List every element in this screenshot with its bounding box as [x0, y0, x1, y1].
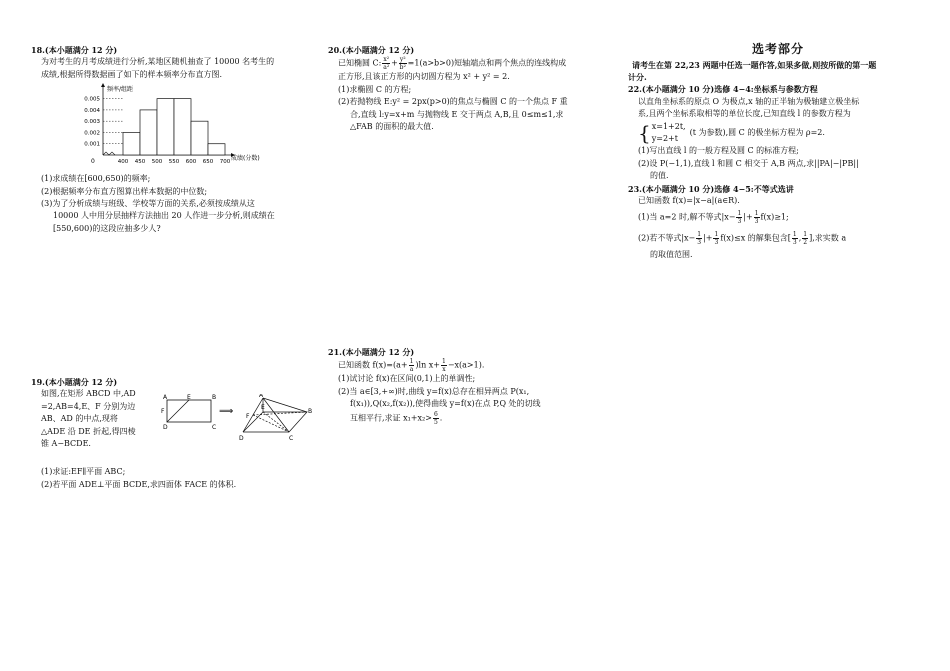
label-c: C	[289, 435, 294, 443]
question-20-heading: 20.(本小题满分 12 分)	[328, 45, 415, 55]
histogram-y-axis-label: 频率/组距	[107, 86, 134, 94]
stem-text: (2)若不等式|x−	[638, 233, 696, 243]
question-19-stem-line: △ADE 沿 DE 折起,得四棱	[41, 426, 136, 436]
question-23-stem-line: 已知函数 f(x)=|x−a|(a∈R).	[638, 195, 740, 205]
label-b: B	[308, 408, 313, 416]
question-18-part-2: (2)根据频率分布直方图算出样本数据的中位数;	[41, 186, 208, 196]
question-18-part-3-cont: [550,600)的这段应抽多少人?	[53, 223, 161, 233]
system-note: (t 为参数),圆 C 的极坐标方程为 ρ=2.	[689, 127, 825, 137]
label-d: D	[163, 424, 168, 432]
question-22-part-2: (2)设 P(−1,1),直线 l 和圆 C 相交于 A,B 两点,求||PA|−|PB||	[638, 158, 859, 168]
fraction-x2-a2: $\frac{\text{x²}}{\text{a²}}$	[383, 56, 390, 72]
stem-text: f(x)≥1;	[760, 212, 789, 222]
label-f: F	[246, 413, 250, 421]
elective-section	[628, 40, 928, 262]
stem-text: 已知椭圆 C:	[338, 58, 382, 68]
histogram-bar	[191, 121, 208, 155]
fraction-1-3: $\frac{1}{3}$	[714, 231, 719, 247]
question-22-parametric-system	[628, 121, 928, 146]
question-20-stem-line	[328, 56, 618, 71]
question-21-part-1: (1)试讨论 f(x)在区间(0,1)上的单调性;	[338, 374, 476, 384]
pyramid-figure	[243, 398, 307, 432]
label-b: B	[212, 394, 217, 402]
question-23-heading: 23.(本小题满分 10 分)选修 4−5:不等式选讲	[628, 183, 794, 194]
brace-icon: {	[638, 120, 651, 145]
stem-text: |+	[703, 233, 713, 243]
x-tick-label: 500	[151, 159, 163, 166]
y-axis-arrow-icon	[101, 83, 105, 87]
stem-text: |+	[743, 212, 753, 222]
question-22-heading: 22.(本小题满分 10 分)选修 4−4:坐标系与参数方程	[628, 84, 818, 95]
segment-de	[167, 400, 189, 422]
question-21-stem-line	[328, 358, 618, 373]
y-tick-label: 0.003	[84, 119, 100, 126]
question-19-stem-line: 如图,在矩形 ABCD 中,AD	[41, 389, 136, 399]
histogram-bar	[208, 144, 225, 155]
axis-break-icon	[103, 152, 115, 155]
x-tick-label: 700	[219, 159, 231, 166]
question-19-stem-line: AB、AD 的中点,现将	[41, 414, 118, 424]
label-d: D	[239, 435, 244, 443]
y-tick-label: 0.005	[84, 96, 100, 103]
question-19-stem-line: 锥 A−BCDE.	[41, 438, 91, 448]
fraction-1-3: $\frac{1}{3}$	[737, 210, 742, 226]
question-22-stem-line: 系,且两个坐标系取相等的单位长度,已知直线 l 的参数方程为	[638, 109, 851, 119]
question-23-part-2	[628, 231, 928, 246]
elective-intro: 计分.	[628, 71, 647, 82]
folding-figure	[159, 394, 319, 448]
question-20-part-2-cont: 合,直线 l:y=x+m 与抛物线 E 交于两点 A,B,且 0≤m≤1,求	[350, 109, 564, 119]
stem-text: ,	[798, 233, 802, 243]
question-18	[31, 44, 321, 235]
question-23-part-2-cont: 的取值范围.	[650, 250, 693, 260]
question-21-heading: 21.(本小题满分 12 分)	[328, 347, 415, 357]
stem-text: ],求实数 a	[809, 233, 847, 243]
elective-intro: 请考生在第 22,23 两题中任选一题作答,如果多做,则按所做的第一题	[632, 59, 877, 70]
label-c: C	[212, 424, 217, 432]
histogram-bar	[140, 110, 157, 155]
histogram-origin-label: 0	[91, 158, 95, 166]
question-19-heading: 19.(本小题满分 12 分)	[31, 377, 118, 387]
fraction-6-5: $\frac{6}{5}$	[433, 410, 438, 426]
question-21-part-2-cont	[328, 411, 618, 426]
y-tick-label: 0.001	[84, 141, 100, 148]
stem-text: 互相平行,求证 x₁+x₂>	[350, 413, 432, 423]
question-18-stem-line: 成绩,根据所得数据画了如下的样本频率分布直方图.	[41, 69, 223, 79]
label-e: E	[261, 404, 265, 412]
question-22-part-1: (1)写出直线 l 的一般方程及圆 C 的标准方程;	[638, 146, 799, 156]
histogram-bar	[157, 99, 174, 155]
arrow-implies: ⟹	[219, 406, 234, 418]
label-f: F	[161, 408, 165, 416]
question-20-part-2-cont: △FAB 的面积的最大值.	[350, 121, 434, 131]
x-tick-label: 650	[202, 159, 214, 166]
fraction-1-3: $\frac{1}{3}$	[754, 210, 759, 226]
histogram-x-axis-label: 成绩(分数)	[231, 155, 260, 163]
plus-sign: +	[391, 58, 398, 68]
stem-text: .	[439, 413, 443, 423]
question-18-heading: 18.(本小题满分 12 分)	[31, 45, 118, 55]
system-eq-x: x=1+2t,	[651, 121, 686, 131]
x-tick-label: 400	[117, 159, 129, 166]
question-20-part-2: (2)若抛物线 E:y² = 2px(p>0)的焦点与椭圆 C 的一个焦点 F 重	[338, 97, 568, 107]
y-tick-label: 0.002	[84, 130, 100, 137]
question-18-stem-line: 为对考生的月考成绩进行分析,某地区随机抽查了 10000 名考生的	[41, 57, 275, 67]
fraction-1-3: $\frac{1}{3}$	[792, 231, 797, 247]
stem-text: )ln x+	[415, 360, 440, 370]
stem-text: =1(a>b>0)短轴端点和两个焦点的连线构成	[407, 58, 567, 68]
histogram-plot	[84, 83, 235, 165]
question-18-part-3: (3)为了分析成绩与班级、学校等方面的关系,必须按成绩从这	[41, 198, 255, 208]
x-tick-label: 450	[134, 159, 146, 166]
histogram-bar	[174, 99, 191, 155]
fraction-y2-b2: $\frac{\text{y²}}{\text{b²}}$	[399, 56, 406, 72]
question-21	[328, 346, 618, 426]
question-20-part-1: (1)求椭圆 C 的方程;	[338, 84, 412, 94]
label-a: A	[163, 394, 168, 402]
fraction-1-2: $\frac{1}{2}$	[803, 231, 808, 247]
question-19-part-1: (1)求证:EF∥平面 ABC;	[41, 467, 126, 477]
stem-text: −x(a>1).	[447, 360, 485, 370]
stem-text: 已知函数 f(x)=(a+	[338, 360, 408, 370]
label-e: E	[187, 394, 191, 402]
fraction-1-3: $\frac{1}{3}$	[697, 231, 702, 247]
question-18-part-3-cont: 10000 人中用分层抽样方法抽出 20 人作进一步分析,则成绩在	[53, 211, 275, 221]
question-20-stem-line: 正方形,且该正方形的内切圆方程为 x² + y² = 2.	[338, 72, 510, 82]
question-19-part-2: (2)若平面 ADE⊥平面 BCDE,求四面体 FACE 的体积.	[41, 479, 237, 489]
question-22	[628, 83, 928, 182]
rectangle-abcd	[167, 400, 211, 422]
question-19-stem-line: =2,AB=4,E、F 分别为边	[41, 401, 136, 411]
question-19	[31, 376, 321, 491]
question-23-part-1	[628, 210, 928, 225]
fraction-1-x: $\frac{1}{x}$	[441, 358, 446, 374]
y-tick-label: 0.004	[84, 108, 100, 115]
question-20	[328, 44, 618, 133]
x-tick-label: 550	[168, 159, 180, 166]
stem-text: f(x)≤x 的解集包含[	[720, 233, 791, 243]
question-22-part-2-cont: 的值.	[650, 171, 669, 181]
frequency-histogram	[49, 81, 289, 173]
question-18-part-1: (1)求成绩在[600,650)的频率;	[41, 174, 151, 184]
question-21-part-2: (2)当 a∈[3,+∞)时,曲线 y=f(x)总存在相异两点 P(x₁,	[338, 386, 530, 396]
system-eq-y: y=2+t	[651, 133, 678, 143]
question-22-stem-line: 以直角坐标系的原点 O 为极点,x 轴的正半轴为极轴建立极坐标	[638, 96, 860, 106]
question-21-part-2-cont: f(x₁)),Q(x₂,f(x₂)),使得曲线 y=f(x)在点 P,Q 处的切线	[350, 399, 541, 409]
fraction-1-a: $\frac{1}{a}$	[409, 358, 414, 374]
histogram-bar	[123, 133, 140, 156]
stem-text: (1)当 a=2 时,解不等式|x−	[638, 212, 736, 222]
elective-title: 选考部分	[751, 42, 804, 56]
question-23	[628, 183, 928, 262]
x-tick-label: 600	[185, 159, 197, 166]
label-a: A	[259, 394, 264, 400]
